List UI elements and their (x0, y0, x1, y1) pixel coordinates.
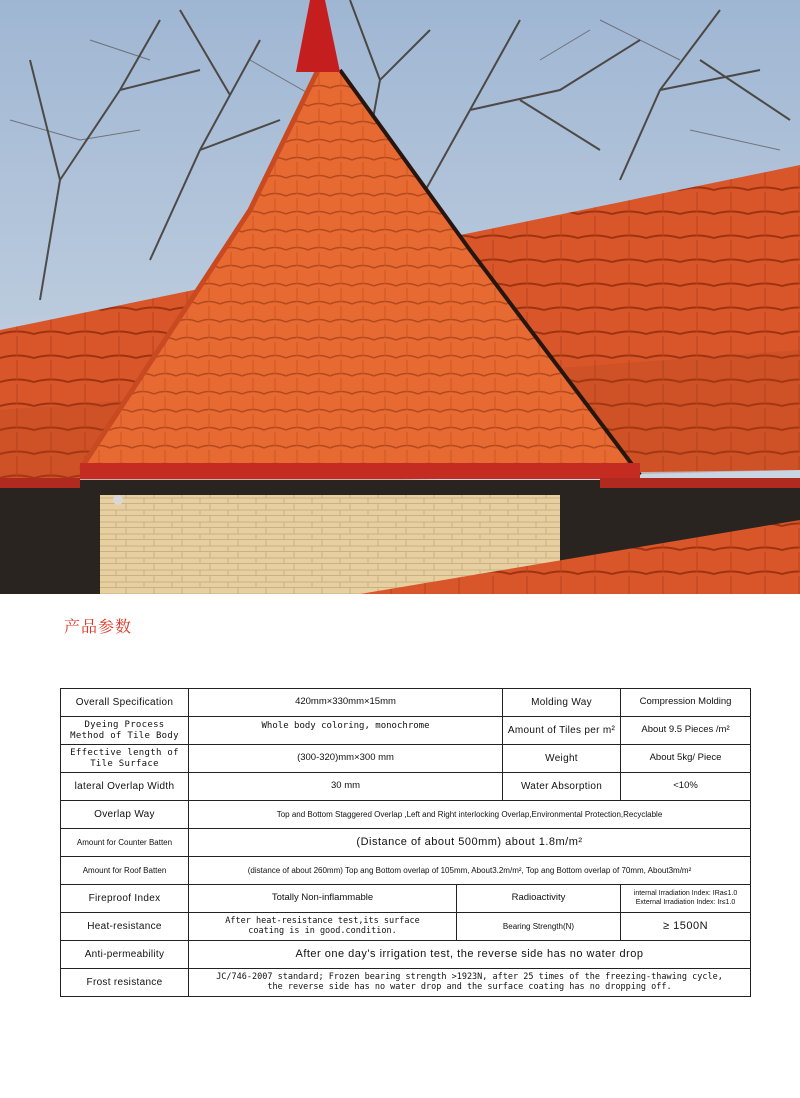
spec-value: About 5kg/ Piece (621, 745, 751, 773)
table-row (61, 801, 751, 829)
table-row (61, 717, 751, 745)
spec-value: After one day's irrigation test, the reverse side has no water drop (189, 941, 751, 969)
table-row (61, 773, 751, 801)
table-row (61, 913, 751, 941)
spec-label: Fireproof Index (61, 885, 189, 913)
spec-value: Compression Molding (621, 689, 751, 717)
spec-value: Top and Bottom Staggered Overlap ,Left and Right interlocking Overlap,Environmental Protection,Recyclable (189, 801, 751, 829)
spec-value: <10% (621, 773, 751, 801)
spec-value (189, 969, 751, 997)
spec-label-line: Method of Tile Body (70, 730, 179, 741)
table-row (61, 745, 751, 773)
spec-label: Bearing Strength(N) (457, 913, 621, 941)
spec-label-line: Effective length of (70, 748, 179, 759)
spec-label: Overall Specification (61, 689, 189, 717)
spec-value-line: JC/746-2007 standard; Frozen bearing strength >1923N, after 25 times of the freezing-thawing cycle, (216, 971, 723, 982)
table-row (61, 885, 751, 913)
spec-label: Weight (503, 745, 621, 773)
spec-label: lateral Overlap Width (61, 773, 189, 801)
spec-value-line: coating is in good.condition. (248, 925, 397, 936)
spec-label: Amount for Roof Batten (61, 857, 189, 885)
spec-value: ≥ 1500N (621, 913, 751, 941)
spec-table (60, 688, 751, 997)
spec-label: Frost resistance (61, 969, 189, 997)
spec-label (457, 885, 621, 913)
spec-value: Whole body coloring, monochrome (189, 717, 503, 745)
table-row (61, 857, 751, 885)
spec-label (61, 745, 189, 773)
spec-value-line: After heat-resistance test,its surface (225, 915, 420, 926)
spec-value: (Distance of about 500mm) about 1.8m/m² (189, 829, 751, 857)
spec-value-line: the reverse side has no water drop and the surface coating has no dropping off. (267, 981, 672, 992)
spec-label: Molding Way (503, 689, 621, 717)
spec-label: Anti-permeability (61, 941, 189, 969)
spec-value: 420mm×330mm×15mm (189, 689, 503, 717)
spec-label: Amount for Counter Batten (61, 829, 189, 857)
spec-label: Amount of Tiles per m² (503, 717, 621, 745)
spec-label: Water Absorption (503, 773, 621, 801)
spec-label-line: Tile Surface (90, 758, 159, 769)
spec-label-line: Dyeing Process (84, 720, 165, 731)
table-row (61, 941, 751, 969)
spec-value: Totally Non-inflammable (189, 885, 457, 913)
spec-value: internal Irradiation Index: IRa≤1.0 External Irradiation Index: Ir≤1.0 (621, 885, 751, 913)
spec-value: 30 mm (189, 773, 503, 801)
table-row (61, 969, 751, 997)
spec-label: Heat-resistance (61, 913, 189, 941)
spec-label (61, 717, 189, 745)
spec-value: (distance of about 260mm) Top ang Bottom overlap of 105mm, About3.2m/m², Top ang Bottom overlap of 70mm, About3m/m² (189, 857, 751, 885)
spec-value (189, 913, 457, 941)
spec-label-text: Radioactivity (511, 892, 566, 904)
table-row (61, 689, 751, 717)
table-row (61, 829, 751, 857)
spec-value: (300-320)mm×300 mm (189, 745, 503, 773)
spec-label: Overlap Way (61, 801, 189, 829)
spec-value: About 9.5 Pieces /m² (621, 717, 751, 745)
section-title: 产品参数 (64, 617, 133, 636)
